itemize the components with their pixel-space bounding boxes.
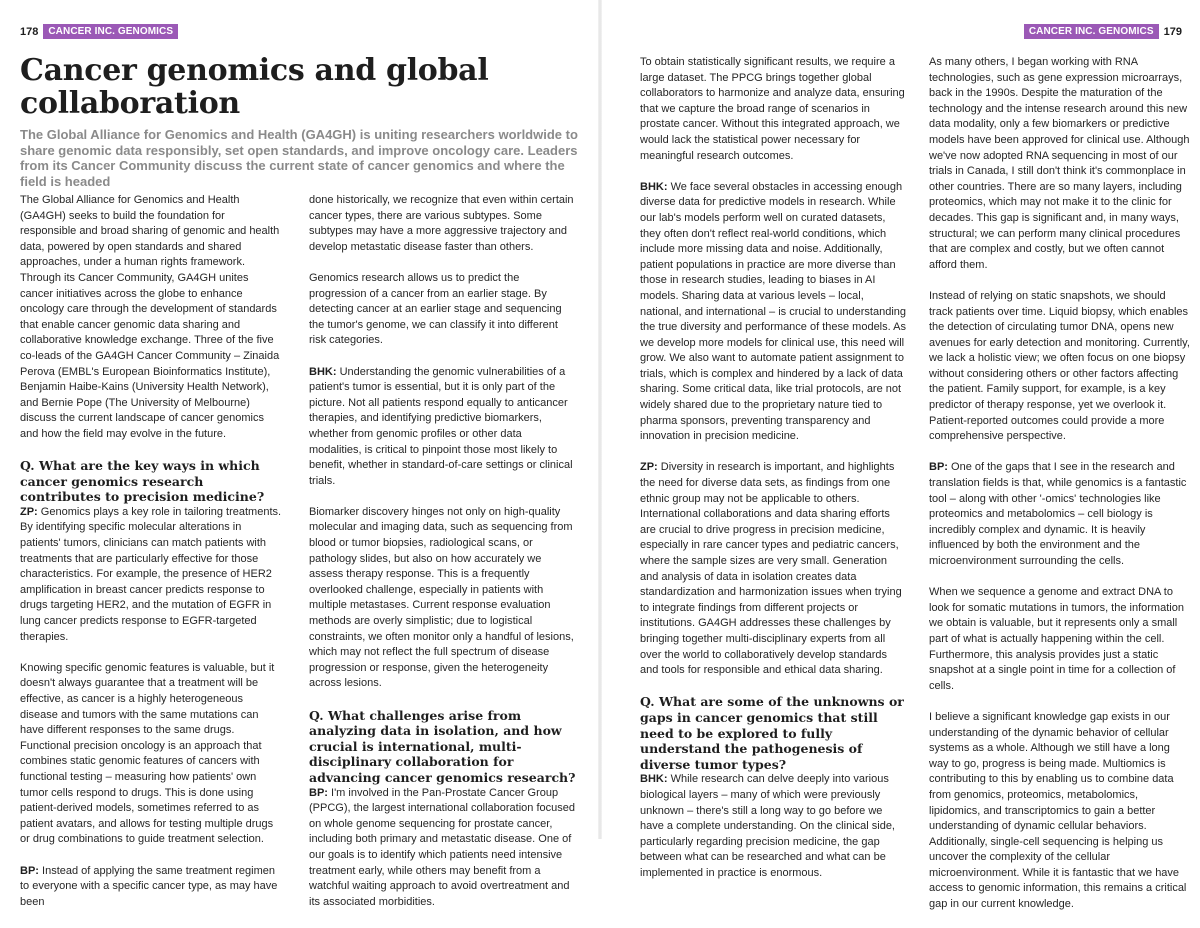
left-page-number: 178 — [20, 25, 39, 38]
answer-paragraph — [20, 864, 282, 911]
right-page-number: 179 — [1163, 25, 1182, 38]
answer-text: We face several obstacles in accessing enough diverse data for predictive models in research. While our lab's models perform well on curated datasets, they often don't reflect real-world conditions, which include more missing data and noise. Additionally, patient populations in practice are more diverse than those in research studies, leading to biases in AI models. Sharing data at various levels – local, national, and international – is crucial to understanding the true diversity and performance of these models. As we develop more models for clinical use, this need will grow. We also want to automate patient assignment to trials, which is complex and hindered by a lack of data sharing. Some critical data, like trial protocols, are not widely shared due to the proprietary nature tied to pharma sponsors, preventing transparency and innovation in precision medicine. — [640, 180, 907, 443]
answer-paragraph — [640, 772, 908, 881]
body-paragraph: Genomics research allows us to predict the progression of a cancer from an earlier stage. By detecting cancer at an earlier stage and sequencing the tumor's genome, we can classify it into different risk categories. — [309, 271, 562, 347]
answer-text: Instead of applying the same treatment regimen to everyone with a specific cancer type, as may have been — [20, 864, 278, 908]
article-title: Cancer genomics and global collaboration — [20, 53, 489, 121]
body-paragraph: Instead of relying on static snapshots, we should track patients over time. Liquid biopsy, which enables the detection of circulating tumor DNA, opens new avenues for early detection and monitoring. Currently, we lack a holistic view; we often focus on one biopsy without considering others or other factors affecting the patient. Family support, for example, is a key predictor of therapy response, yet we overlook it. Patient-reported outcomes could provide a more comprehensive perspective. — [929, 289, 1190, 443]
left-section-tag: CANCER INC. GENOMICS — [43, 24, 178, 39]
body-paragraph: When we sequence a genome and extract DNA to look for somatic mutations in tumors, the information we obtain is valuable, but it represents only a small part of what is actually happening within the cell. Furthermore, this analysis provides just a static snapshot at a single point in time for a collection of cells. — [929, 586, 1184, 692]
right-folio — [1024, 24, 1182, 39]
speaker-label: BP: — [309, 786, 328, 799]
body-paragraph: I believe a significant knowledge gap exists in our understanding of the dynamic behavior of cellular systems as a whole. Although we still have a long way to go, progress is being made. Multiomics is contributing to this by enabling us to combine data from genomics, proteomics, metabolomics, lipidomics, and transcriptomics to gain a better understanding of dynamic cellular behaviors. Additionally, single-cell sequencing is helping us uncover the complexity of the cellular microenvironment. While it is fantastic that we have access to genomic information, this remains a critical gap in our current knowledge. — [929, 710, 1187, 911]
speaker-label: BHK: — [309, 365, 337, 378]
body-paragraph: Biomarker discovery hinges not only on high-quality molecular and imaging data, such as sequencing from blood or tumor biopsies, radiological scans, or pathology slides, but also on how accurately we assess therapy response. This is a frequently overlooked challenge, especially in patients with multiple metastases. Current response evaluation methods are overly simplistic; due to logistical constraints, we often monitor only a handful of lesions, which may not reflect the full spectrum of disease progression or response, given the heterogeneity across lesions. — [309, 505, 574, 690]
page-gutter — [598, 0, 602, 839]
body-paragraph: To obtain statistically significant results, we require a large dataset. The PPCG brings together global collaborators to harmonize and analyze data, ensuring that we capture the broad range of scenarios in prostate cancer. Without this integrated approach, we would lack the statistical power necessary for meaningful research outcomes. — [640, 56, 905, 162]
right-section-tag: CANCER INC. GENOMICS — [1024, 24, 1159, 39]
speaker-label: ZP: — [20, 505, 38, 518]
answer-paragraph — [640, 460, 908, 678]
question-1-heading: Q. What are the key ways in which cancer genomics research contributes to precision medicine? — [20, 458, 265, 505]
left-folio — [20, 24, 178, 39]
answer-text: Genomics plays a key role in tailoring treatments. By identifying specific molecular alterations in patients' tumors, clinicians can match patients with treatments that are particularly effective for those characteristics. For example, the presence of HER2 amplification in breast cancer predicts response to drugs targeting HER2, and the mutation of EGFR in lung cancer predicts response to EGFR-targeted therapies. — [20, 505, 282, 643]
question-3-heading: Q. What are some of the unknowns or gaps in cancer genomics that still need to be explored to fully understand the pathogenesis of diverse tumor types? — [640, 694, 904, 772]
column-1 — [20, 193, 282, 926]
body-paragraph: done historically, we recognize that even within certain cancer types, there are various subtypes. Some subtypes may have a more aggressive trajectory and develop metastatic disease faster than others. — [309, 194, 574, 253]
answer-text: One of the gaps that I see in the research and translation fields is that, while genomics is a fantastic tool – along with other '-omics' technologies like proteomics and metabolomics – cell biology is incredibly complex and dynamic. It is heavily influenced by both the environment and the microenvironment surrounding the cells. — [929, 461, 1187, 567]
answer-text: Diversity in research is important, and highlights the need for diverse data sets, as findings from one ethnic group may not be applicable to others. International collaborations and data sharing efforts are crucial to drive progress in precision medicine, especially in rare cancer types and pediatric cancers, where the sample sizes are very small. Generation and analysis of data in isolation creates data standardization and harmonization issues when trying to integrate findings from different projects or institutions. GA4GH addresses these challenges by bringing together multi-disciplinary experts from all over the world to collaboratively develop standards and tools for responsible and ethical data sharing. — [640, 461, 902, 677]
speaker-label: BHK: — [640, 773, 668, 786]
answer-paragraph — [309, 365, 577, 490]
speaker-label: BP: — [20, 864, 39, 877]
body-paragraph: Knowing specific genomic features is valuable, but it doesn't always guarantee that a treatment will be effective, as cancer is a highly heterogeneous disease and tumors with the same mutations can have different responses to the same drugs. Functional precision oncology is an approach that combines static genomic features of cancers with functional testing – measuring how patients' own tumor cells respond to drugs. This is done using patient-derived models, sometimes referred to as patient avatars, and allows for testing multiple drugs or drug combinations to guide treatment selection. — [20, 661, 275, 846]
answer-text: I'm involved in the Pan-Prostate Cancer Group (PPCG), the largest international collaboration focused on whole genome sequencing for prostate cancer, including both primary and metastatic disease. One of our goals is to identify which patients need intensive treatment early, while others may benefit from a watchful waiting approach to avoid overtreatment and its associated morbidities. — [309, 786, 575, 908]
speaker-label: ZP: — [640, 461, 658, 474]
intro-paragraph: The Global Alliance for Genomics and Health (GA4GH) seeks to build the foundation for responsible and broad sharing of genomic and health data, powered by open standards and shared approaches, under a human rights framework. Through its Cancer Community, GA4GH unites cancer initiatives across the globe to enhance oncology care through the development of standards that enable cancer genomic data sharing and collaborative knowledge exchange. Three of the five co-leads of the GA4GH Cancer Community – Zinaida Perova (EMBL's European Bioinformatics Institute), Benjamin Haibe-Kains (University Health Network), and Bernie Pope (The University of Melbourne) discuss the current landscape of cancer genomics and how the field may evolve in the future. — [20, 194, 280, 440]
column-4 — [929, 55, 1191, 928]
answer-text: While research can delve deeply into various biological layers – many of which were previously unknown – there's still a long way to go before we have a complete understanding. On the clinical side, particularly regarding precision medicine, the gap between what can be researched and what can be implemented in practice is enormous. — [640, 773, 895, 879]
body-paragraph: As many others, I began working with RNA technologies, such as gene expression microarrays, back in the 1990s. Despite the maturation of the technology and the intense research around this new data modality, only a few biomarkers or predictive models have been approved for clinical use. Although we've now adopted RNA sequencing in most of our trials in Canada, I still don't think it's commonplace in other countries. There are so many layers, including proteomics, which may not make it to the clinic for decades. This gap is significant and, in many ways, structural; we can perform many clinical procedures that are complex and costly, but we often cannot afford them. — [929, 56, 1190, 271]
answer-paragraph — [929, 460, 1191, 569]
answer-paragraph — [309, 786, 577, 911]
speaker-label: BP: — [929, 461, 948, 474]
question-2-heading: Q. What challenges arise from analyzing data in isolation, and how crucial is international, multi-disciplinary collaboration for advancing cancer genomics research? — [309, 707, 576, 785]
column-3 — [640, 55, 908, 897]
answer-text: Understanding the genomic vulnerabilities of a patient's tumor is essential, but it is only part of the picture. Not all patients respond equally to anticancer therapies, and identifying predictive biomarkers, whether from genomic profiles or other data modalities, is critical to pinpoint those most likely to benefit, whether in standard-of-care settings or clinical trials. — [309, 365, 573, 487]
column-2 — [309, 193, 577, 926]
answer-paragraph — [640, 180, 908, 445]
speaker-label: BHK: — [640, 180, 668, 193]
answer-paragraph — [20, 505, 282, 645]
article-standfirst: The Global Alliance for Genomics and Health (GA4GH) is uniting researchers worldwide to share genomic data responsibly, set open standards, and improve oncology care. Leaders from its Cancer Community discuss the current state of cancer genomics and where the field is headed — [20, 127, 578, 189]
